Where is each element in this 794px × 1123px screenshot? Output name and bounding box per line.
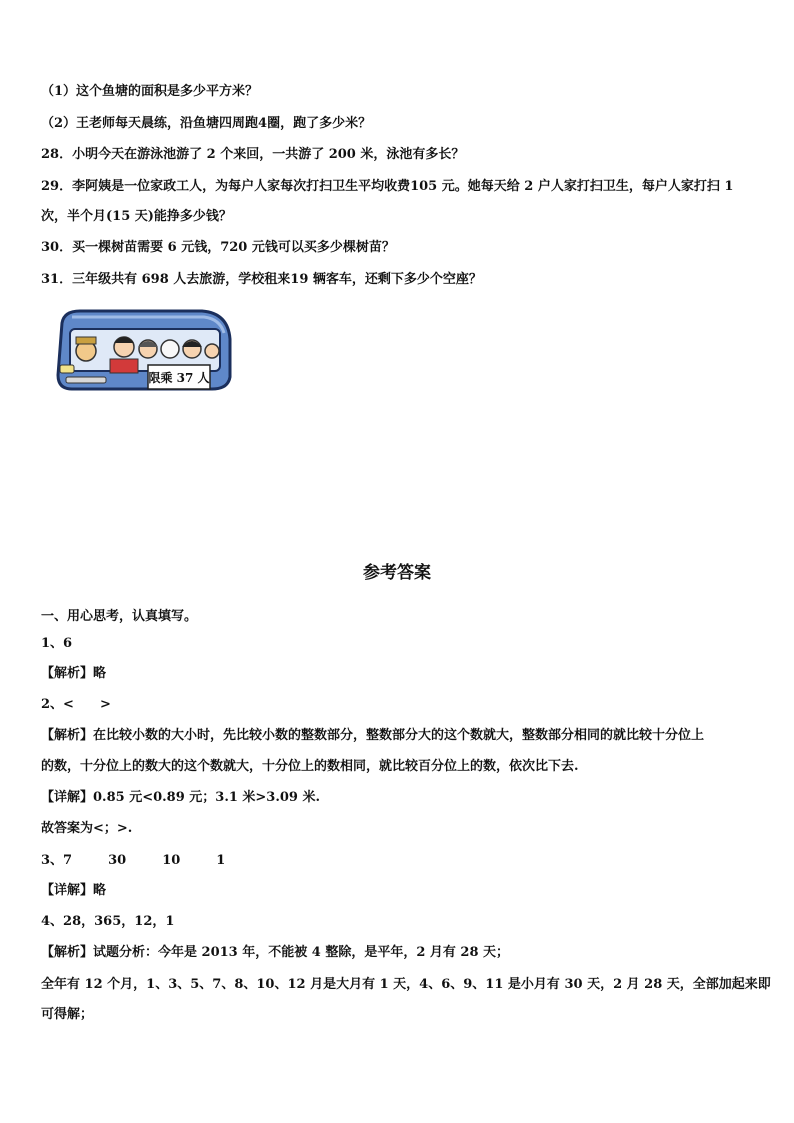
answer-4: 4、28，365，12，1 <box>41 914 175 929</box>
question-30: 30．买一棵树苗需要 6 元钱，720 元钱可以买多少棵树苗？ <box>41 240 395 255</box>
answer-1: 1、6 <box>41 636 73 651</box>
answer-1-analysis: 【解析】略 <box>41 666 107 681</box>
answer-4-analysis-line3: 可得解； <box>41 1007 94 1022</box>
answer-3-detail: 【详解】略 <box>41 883 107 898</box>
answer-2-analysis-line1: 【解析】在比较小数的大小时，先比较小数的整数部分，整数部分大的这个数就大，整数部分相同的就比较十分位上 <box>41 728 705 743</box>
answer-3-value: 30 <box>108 853 127 868</box>
answer-2-second: > <box>99 697 111 712</box>
answer-2 <box>41 697 111 713</box>
answer-2-detail: 【详解】0.85 元<0.89 元；3.1 米>3.09 米. <box>41 790 321 805</box>
answers-title: 参考答案 <box>363 563 431 583</box>
question-31: 31．三年级共有 698 人去旅游，学校租来19 辆客车，还剩下多少个空座？ <box>41 272 482 287</box>
answer-2-first: 2、< <box>41 697 74 712</box>
question-29-line2: 次，半个月(15 天)能挣多少钱？ <box>41 209 232 224</box>
answer-4-analysis-line1: 【解析】试题分析：今年是 2013 年，不能被 4 整除，是平年，2 月有 28 天； <box>41 945 510 960</box>
answer-2-conclusion: 故答案为<；>. <box>41 821 133 836</box>
answer-3-value: 10 <box>162 853 181 868</box>
answer-3-value: 3、7 <box>41 853 73 868</box>
bus-sign: 限乘 37 人 <box>148 371 210 385</box>
question-29-line1: 29．李阿姨是一位家政工人，为每户人家每次打扫卫生平均收费105 元。她每天给 2 户人家打扫卫生，每户人家打扫 1 <box>41 179 734 194</box>
question-28: 28．小明今天在游泳池游了 2 个来回，一共游了 200 米，泳池有多长？ <box>41 147 465 162</box>
answer-2-analysis-line2: 的数，十分位上的数大的这个数就大，十分位上的数相同，就比较百分位上的数，依次比下去. <box>41 759 579 774</box>
bus-illustration <box>52 305 232 397</box>
answer-3 <box>41 853 225 869</box>
answer-4-analysis-line2: 全年有 12 个月，1、3、5、7、8、10、12 月是大月有 1 天，4、6、9、11 是小月有 30 天，2 月 28 天，全部加起来即 <box>41 977 771 992</box>
section-1-heading: 一、用心思考，认真填写。 <box>41 609 198 624</box>
question-1: （1）这个鱼塘的面积是多少平方米？ <box>41 84 259 99</box>
question-2: （2）王老师每天晨练，沿鱼塘四周跑4圈，跑了多少米？ <box>41 116 372 131</box>
answer-3-value: 1 <box>216 853 226 868</box>
